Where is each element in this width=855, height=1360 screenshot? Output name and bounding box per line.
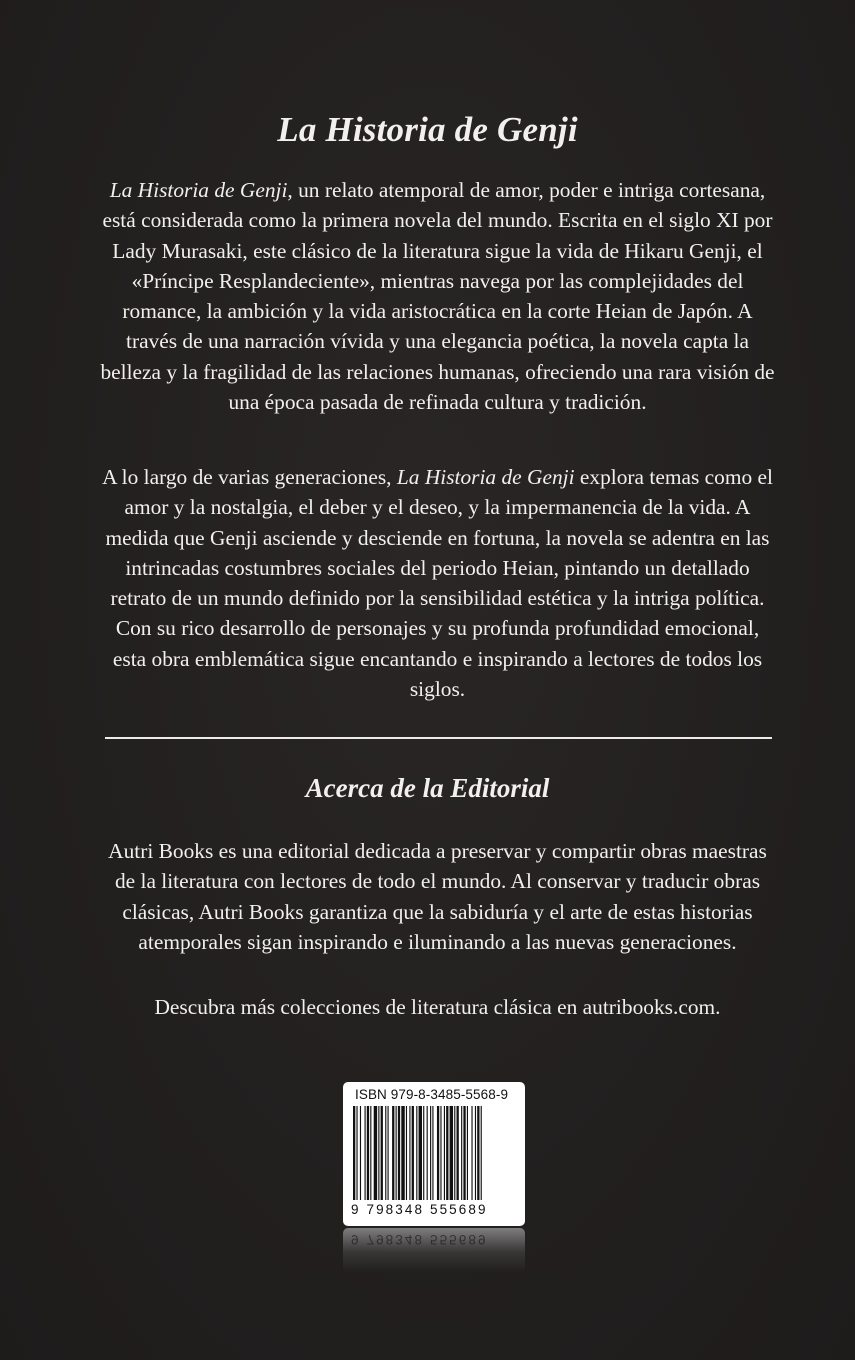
barcode-bar (444, 1106, 445, 1200)
barcode-bar (427, 1106, 428, 1200)
barcode-bar (360, 1106, 361, 1200)
barcode-bar (467, 1106, 468, 1200)
barcode-bar (365, 1106, 366, 1200)
barcode-bar (440, 1106, 441, 1200)
barcode-bar (475, 1106, 476, 1200)
italic-book-title: La Historia de Genji (396, 465, 575, 489)
barcode-bar (356, 1106, 357, 1200)
barcode-bar (461, 1106, 462, 1200)
description-text: , un relato atemporal de amor, poder e intriga cortesana, está considerada como la primera novela del mundo. Escrita en el siglo XI por Lady Murasaki, este clásico de la literatura sigue la vida de Hikaru Genji, el «Príncipe Resplandeciente», mientras navega por las complejidades del romance, la ambición y la vida aristocrática en la corte Heian de Japón. A través de una narración vívida y una elegancia poética, la novela capta la belleza y la fragilidad de las relaciones humanas, ofreciendo una rara visión de una época pasada de refinada cultura y tradición. (100, 178, 775, 415)
barcode-bar (396, 1106, 397, 1200)
barcode-bars (351, 1106, 517, 1202)
barcode-bar (388, 1106, 389, 1200)
publisher-website-note: Descubra más colecciones de literatura clásica en autribooks.com. (154, 995, 721, 1019)
barcode-digits-reflection: 9 798348 555689 (351, 1232, 488, 1247)
barcode-bar (471, 1106, 472, 1200)
description-paragraph-2 (100, 462, 775, 704)
barcode-bar (463, 1106, 465, 1200)
barcode-bar (398, 1106, 400, 1200)
barcode-bar (454, 1106, 455, 1200)
book-title: La Historia de Genji (277, 110, 578, 149)
barcode-bar (416, 1106, 417, 1200)
barcode-bar (353, 1106, 355, 1200)
barcode-bar (430, 1106, 431, 1200)
barcode-bar (446, 1106, 448, 1200)
barcode-bar (385, 1106, 386, 1200)
barcode-bar (419, 1106, 422, 1200)
barcode-bar (423, 1106, 424, 1200)
barcode-bar (392, 1106, 394, 1200)
isbn-barcode (343, 1082, 525, 1226)
description-text: explora temas como el amor y la nostalgia, el deber y el deseo, y la impermanencia de la vida. A medida que Genji asciende y desciende en fortuna, la novela se adentra en las intrincadas costumbres sociales del periodo Heian, pintando un detallado retrato de un mundo definido por la sensibilidad estética y la intriga política. Con su rico desarrollo de personajes y su profunda profundidad emocional, esta obra emblemática sigue encantando e inspirando a lectores de todos los siglos. (105, 465, 773, 702)
barcode-bar (477, 1106, 479, 1200)
barcode-bar (437, 1106, 439, 1200)
isbn-label: ISBN 979-8-3485-5568-9 (355, 1087, 509, 1102)
barcode-bar (481, 1106, 482, 1200)
barcode-bar (412, 1106, 414, 1200)
barcode-bar (367, 1106, 369, 1200)
publisher-heading: Acerca de la Editorial (305, 773, 550, 803)
barcode-bar (378, 1106, 379, 1200)
barcode-bar (401, 1106, 404, 1200)
italic-book-title: La Historia de Genji (109, 178, 288, 202)
barcode-bar (450, 1106, 453, 1200)
barcode-bar (381, 1106, 383, 1200)
barcode-bar (370, 1106, 371, 1200)
barcode-digits: 9 798348 555689 (351, 1202, 488, 1217)
section-divider (105, 737, 772, 739)
barcode-reflection (343, 1228, 525, 1272)
barcode-bar (457, 1106, 459, 1200)
barcode-bar (374, 1106, 377, 1200)
publisher-about: Autri Books es una editorial dedicada a preservar y compartir obras maestras de la literatura con lectores de todo el mundo. Al conservar y traducir obras clásicas, Autri Books garantiza que la sabiduría y el arte de estas historias atemporales sigan inspirando e iluminando a las nuevas generaciones. (108, 839, 767, 954)
description-paragraph-1 (100, 175, 775, 417)
barcode-bar (406, 1106, 407, 1200)
description-text: A lo largo de varias generaciones, (102, 465, 397, 489)
barcode-bar (409, 1106, 410, 1200)
barcode-bar (432, 1106, 433, 1200)
